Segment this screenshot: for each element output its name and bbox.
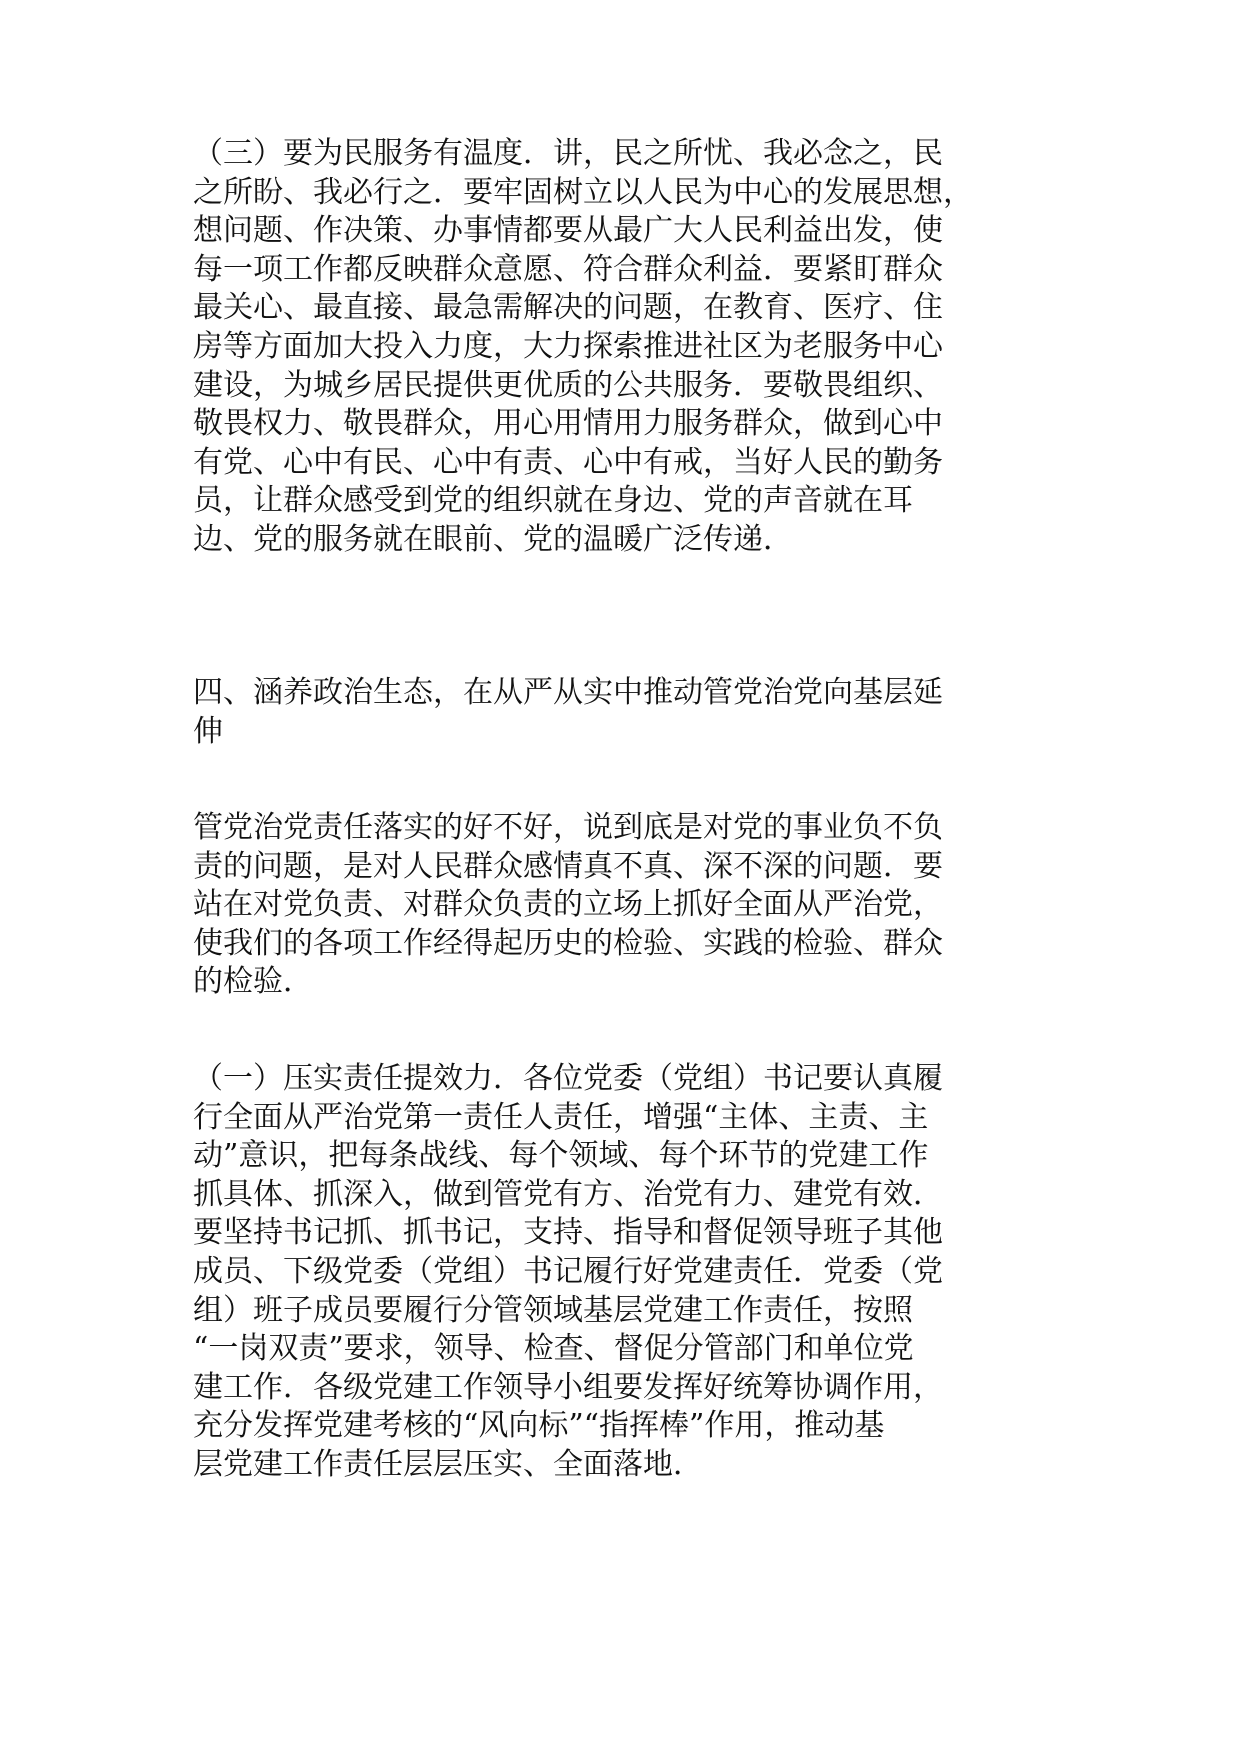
section-heading [193,674,1073,751]
text-line: （三）要为民服务有温度．讲，民之所忧、我必念之，民 [193,136,943,171]
text-line: 想问题、作决策、办事情都要从最广大人民利益出发，使 [193,213,943,249]
text-line: （一）压实责任提效力．各位党委（党组）书记要认真履 [193,1061,943,1096]
text-line: 之所盼、我必行之．要牢固树立以人民为中心的发展思想， [193,174,973,210]
text-line: 建工作．各级党建工作领导小组要发挥好统筹协调作用， [193,1369,943,1405]
text-line: 房等方面加大投入力度，大力探索推进社区为老服务中心 [193,328,943,364]
paragraph-responsibility [193,809,1073,1002]
text-line: 组）班子成员要履行分管领域基层党建工作责任，按照 [193,1292,913,1328]
paragraph-compact-responsibility [193,1060,1073,1485]
text-line: 责的问题，是对人民群众感情真不真、深不深的问题．要 [193,848,943,884]
heading-line: 伸 [193,713,223,749]
text-line: 员，让群众感受到党的组织就在身边、党的声音就在耳 [193,483,913,519]
text-line: 边、党的服务就在眼前、党的温暖广泛传递． [193,521,793,557]
text-line: “一岗双责”要求，领导、检查、督促分管部门和单位党 [193,1331,914,1367]
text-line: 最关心、最直接、最急需解决的问题，在教育、医疗、住 [193,290,943,326]
text-line: 使我们的各项工作经得起历史的检验、实践的检验、群众 [193,925,943,961]
text-line: 管党治党责任落实的好不好，说到底是对党的事业负不负 [193,810,943,845]
text-line: 充分发挥党建考核的“风向标”“指挥棒”作用，推动基 [193,1408,885,1444]
text-line: 每一项工作都反映群众意愿、符合群众利益．要紧盯群众 [193,251,943,287]
text-line: 的检验． [193,964,313,1000]
text-line: 有党、心中有民、心中有责、心中有戒，当好人民的勤务 [193,444,943,480]
text-line: 要坚持书记抓、抓书记，支持、指导和督促领导班子其他 [193,1215,943,1251]
text-line: 层党建工作责任层层压实、全面落地． [193,1446,703,1482]
text-line: 动”意识，把每条战线、每个领域、每个环节的党建工作 [193,1138,929,1174]
paragraph-serve-people [193,135,1073,560]
text-line: 站在对党负责、对群众负责的立场上抓好全面从严治党， [193,887,943,923]
text-line: 行全面从严治党第一责任人责任，增强“主体、主责、主 [193,1099,929,1135]
heading-line: 四、涵养政治生态，在从严从实中推动管党治党向基层延 [193,675,943,710]
text-line: 成员、下级党委（党组）书记履行好党建责任．党委（党 [193,1253,943,1289]
text-line: 建设，为城乡居民提供更优质的公共服务．要敬畏组织、 [193,367,943,403]
text-line: 敬畏权力、敬畏群众，用心用情用力服务群众，做到心中 [193,406,943,442]
text-line: 抓具体、抓深入，做到管党有方、治党有力、建党有效． [193,1176,943,1212]
